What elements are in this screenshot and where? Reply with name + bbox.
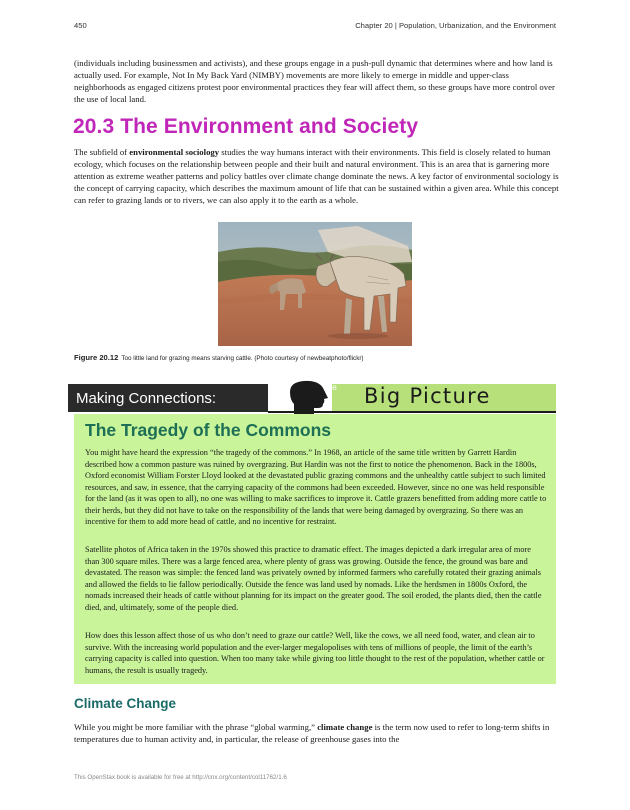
climate-paragraph bbox=[74, 721, 560, 745]
term-climate-change: climate change bbox=[317, 722, 373, 732]
cattle-photo bbox=[218, 222, 412, 346]
making-connections-label: Making Connections: bbox=[76, 390, 217, 407]
box-paragraph-3: How does this lesson affect those of us who don’t need to graze our cattle? Well, like the cows, we all need food, water, and clean air to survive. With the increasing world population and the ever-larger megalopolises with tens of millions of people, the limit of the earth’s carrying capacity is called into question. When too many take while giving too little thought to the rest of the population, whether cattle or humans, the result is usually tragedy. bbox=[85, 631, 545, 675]
section-title: 20.3 The Environment and Society bbox=[73, 115, 419, 138]
subsection-title: Climate Change bbox=[74, 696, 177, 711]
term-environmental-sociology: environmental sociology bbox=[129, 147, 220, 157]
big-picture-label: Big Picture bbox=[364, 384, 491, 408]
figure-caption-text: Too little land for grazing means starving cattle. (Photo courtesy of newbeatphoto/flickr) bbox=[121, 355, 364, 362]
page-header bbox=[74, 21, 556, 33]
page-footer: This OpenStax book is available for free at http://cnx.org/content/col11762/1.6 bbox=[74, 774, 287, 781]
intro-paragraph: (individuals including businessmen and activists), and these groups engage in a push-pull dynamic that determines where and how land is actually used. For example, Not In My Back Yard (NIMBY) movements are more likely to emerge in middle and upper-class neighborhoods as engaged citizens protest poor environmental practices they fear will affect them, so these groups have more control over the use of local land. bbox=[74, 58, 555, 105]
cattle-photo-illustration bbox=[218, 222, 412, 346]
page-number: 450 bbox=[74, 21, 87, 30]
figure-caption bbox=[74, 353, 560, 362]
climate-rest: is the term now used to refer to long-term shifts in temperatures due to human activity and, in particular, the release of greenhouse gases into the bbox=[74, 722, 550, 745]
section-paragraph bbox=[74, 146, 560, 206]
climate-lead: While you might be more familiar with the phrase “global warming,” bbox=[74, 722, 318, 732]
chapter-title: Chapter 20 | Population, Urbanization, and the Environment bbox=[355, 21, 556, 30]
box-title: The Tragedy of the Commons bbox=[85, 420, 331, 440]
figure-label: Figure 20.12 bbox=[74, 353, 119, 362]
banner-the-label: the bbox=[325, 382, 337, 392]
paragraph-rest: studies the way humans interact with their environments. This field is closely related to human ecology, which focuses on the relationship between people and their built and natural environment. This is an area that is garnering more attention as extreme weather patterns and policy battles over climate change dominate the news. A key factor of environmental sociology is the concept of carrying capacity, which describes the maximum amount of life that can be sustained within a given area. While this concept can refer to grazing lands or to rivers, we can also apply it to the earth as a whole. bbox=[74, 147, 559, 206]
paragraph-lead: The subfield of bbox=[74, 147, 130, 157]
making-connections-banner bbox=[68, 380, 556, 414]
box-paragraph-1: You might have heard the expression “the tragedy of the commons.” In 1968, an article of the same title written by Garrett Hardin described how a common pasture was ruined by overgrazing. But Hardin was not the first to notice the phenomenon. Back in the 1800s, Oxford economist William Forster Lloyd looked at the devastated public grazing commons and the unhealthy cattle subject to such limited resources, and saw, in essence, that the carrying capacity of the commons had been exceeded. However, since no one was held responsible for the land (as it was open to all), no one was willing to make sacrifices to improve it. Cattle grazers benefitted from adding more cattle to their herds, but they did not have to take on the responsibility of the lands that were being damaged by overgrazing. So there was an incentive for them to add more head of cattle, and no incentive for restraint. bbox=[85, 448, 547, 526]
box-paragraph-2: Satellite photos of Africa taken in the 1970s showed this practice to dramatic effect. The images depicted a dark irregular area of more than 300 square miles. There was a large fenced area, where plenty of grass was growing. Outside the fence, the ground was bare and devastated. The reason was simple: the fenced land was privately owned by informed farmers who carefully rotated their grazing animals and allowed the fields to lie fallow periodically. Outside the fence was land used by nomads. Like the herdsmen in 1800s Oxford, the nomads increased their heads of cattle without planning for its impact on the greater good. The soil eroded, the plants died, then the cattle died, and, ultimately, some of the people died. bbox=[85, 545, 542, 612]
